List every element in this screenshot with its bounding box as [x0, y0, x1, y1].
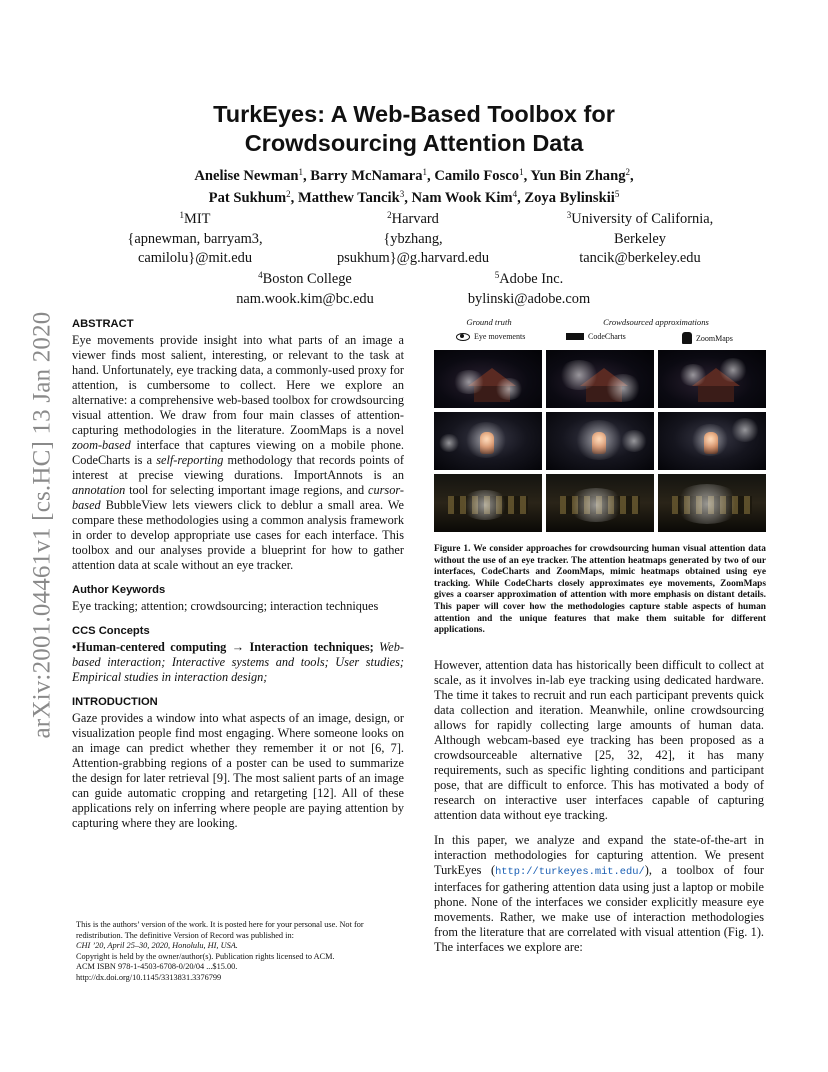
author-list [0, 163, 828, 207]
keywords-text: Eye tracking; attention; crowdsourcing; interaction techniques [72, 599, 379, 613]
legend-zoommaps: ZoomMaps [682, 332, 733, 344]
affiliation-adobe: $^5$Adobe Inc. bylinski@adobe.com [467, 270, 591, 307]
hand-icon [682, 332, 692, 344]
heatmap-interior-zoommaps [658, 474, 766, 532]
abstract-section [72, 317, 404, 573]
abstract-heading: ABSTRACT [72, 318, 134, 330]
affiliation-berkeley: $^3$University of California, Berkeley tancik@berkeley.edu [566, 210, 714, 266]
author-name: Yun Bin Zhang [530, 168, 626, 184]
author-name: Camilo Fosco [434, 168, 520, 184]
left-column [72, 317, 404, 841]
author-name: Anelise Newman [194, 168, 299, 184]
right-paragraph-2: In this paper, we analyze and expand the state-of-the-art in interaction methodologies for capturing attention. We present TurkEyes (http://turkeyes.mit.edu/), a toolbox of four interfaces for gathering attention data using just a laptop or mobile phone. None of the interfaces we consider explicitly measure eye movements. Rather, we make use of interaction methodologies from the literature that are correlated with visual attention (Fig. 1). The interfaces we explore are: [434, 833, 764, 954]
legend-codecharts: CodeCharts [566, 332, 626, 341]
ccs-section [72, 624, 404, 685]
eye-icon [456, 333, 470, 341]
figure-1 [434, 314, 766, 637]
heatmap-house-zoommaps [658, 350, 766, 408]
keywords-heading: Author Keywords [72, 584, 166, 596]
keywords-section [72, 583, 404, 614]
author-line-1: Anelise Newman$^1$, Barry McNamara$^1$, Camilo Fosco$^1$, Yun Bin Zhang$^2$, [194, 167, 634, 184]
arxiv-id: arXiv:2001.04461v1 [cs.HC] 13 Jan 2020 [28, 311, 55, 739]
crowdsourced-label: Crowdsourced approximations [603, 317, 709, 327]
ground-truth-label: Ground truth [466, 317, 512, 327]
ccs-heading: CCS Concepts [72, 625, 150, 637]
figure-header [434, 314, 766, 350]
introduction-text: Gaze provides a window into what aspects of an image, design, or visualization people find most engaging. Where someone looks on an image can predict whether they remember it or not [6, 7]. Attention-grabbing regions of a poster can be used to summarize the design for later retrieval [9]. The most salient parts of an image can guide automatic cropping and retargeting [12]. All of these applications rely on inferring where people are paying attention by capturing where they are looking. [72, 711, 404, 830]
introduction-section [72, 695, 404, 831]
author-name: Nam Wook Kim [411, 190, 513, 206]
author-name: Pat Sukhum [208, 190, 287, 206]
abstract-text: Eye movements provide insight into what parts of an image a viewer finds most salient, interesting, or relevant to the task at hand. Unfortunately, eye tracking data, a commonly-used proxy for attention, is cumbersome to collect. Here we explore an alternative: a comprehensive web-based toolbox for crowdsourcing visual attention. We draw from four main classes of attention-capturing methodologies in the literature. ZoomMaps is a novel zoom-based interface that captures viewing on a mobile phone. CodeCharts is a self-reporting methodology that records points of interest at precise viewing durations. ImportAnnots is an annotation tool for selecting important image regions, and cursor-based BubbleView lets viewers click to deblur a small area. We compare these methodologies using a common analysis framework in order to develop appropriate use cases for each interface. This toolbox and our analyses provide a blueprint for how to gather attention data at scale without an eye tracker. [72, 333, 404, 572]
affiliation-mit: $^1$MIT {apnewman, barryam3, camilolu}@mit.edu [127, 210, 263, 266]
title-line-2: Crowdsourcing Attention Data [244, 130, 584, 156]
right-column [434, 658, 764, 955]
heatmap-person-zoommaps [658, 412, 766, 470]
affiliation-harvard: $^2$Harvard {ybzhang, psukhum}@g.harvard.edu [336, 210, 490, 266]
author-name: Matthew Tancik [297, 190, 400, 206]
heatmap-house-eye [434, 350, 542, 408]
heatmap-interior-codecharts [546, 474, 654, 532]
author-name: Zoya Bylinskii [524, 190, 615, 206]
heatmap-person-codecharts [546, 412, 654, 470]
heatmap-person-eye [434, 412, 542, 470]
doi-link[interactable]: http://dx.doi.org/10.1145/3313831.3376799 [76, 972, 222, 982]
figure-caption: Figure 1. We consider approaches for crowdsourcing human visual attention data without the use of an eye tracker. The attention heatmaps generated by two of our interfaces, CodeCharts and ZoomMaps, mimic heatmaps obtained using eye tracking. While CodeCharts closely approximates eye movements, ZoomMaps gives a coarser approximation of attention with more emphasis on distant details. This paper will cover how the methodologies capture stable aspects of human attention and the unique features that make them suitable for different applications. [434, 544, 766, 636]
title-line-1: TurkEyes: A Web-Based Toolbox for [213, 101, 615, 127]
introduction-heading: INTRODUCTION [72, 696, 158, 708]
author-line-2: Pat Sukhum$^2$, Matthew Tancik$^3$, Nam Wook Kim$^4$, Zoya Bylinskii$^5$ [208, 189, 620, 206]
arxiv-stamp [22, 290, 62, 760]
heatmap-grid [434, 350, 766, 532]
heatmap-interior-eye [434, 474, 542, 532]
author-name: Barry McNamara [310, 168, 423, 184]
copyright-footnote: This is the authors’ version of the work. It is posted here for your personal use. Not for redistribution. The definitive Version of Record was published in: CHI ’20, April 25–30, 2020, Honolulu, HI, USA. Copyright is held by the owner/author(s). Publication rights licensed to ACM. ACM ISBN 978-1-4503-6708-0/20/04 ...$15.00. http://dx.doi.org/10.1145/3313831.3376799 [76, 920, 406, 984]
turkeyes-link[interactable]: http://turkeyes.mit.edu/ [495, 866, 645, 878]
heatmap-house-codecharts [546, 350, 654, 408]
right-paragraph-1: However, attention data has historically been difficult to collect at scale, as it involves in-lab eye tracking using dedicated hardware. The time it takes to recruit and run each participant prevents quick data collection and iteration. Meanwhile, online crowdsourcing allows for rapidly collecting large amounts of human data. Although webcam-based eye tracking has been proposed as a crowdsourceable alternative [25, 32, 42], it has many requirements, such as specific lighting conditions and participant pose, that are difficult to enforce. This has motivated a body of research on interactive user interfaces capable of capturing attention data without eye tracking. [434, 658, 764, 822]
paper-title [0, 100, 828, 158]
codecharts-icon [566, 333, 584, 340]
legend-eye-movements: Eye movements [456, 332, 525, 341]
ccs-text: •Human-centered computing → Interaction techniques; Web-based interaction; Interactive systems and tools; User studies; Empirical studies in interaction design; [72, 640, 404, 684]
affiliation-boston-college: $^4$Boston College nam.wook.kim@bc.edu [236, 270, 374, 307]
